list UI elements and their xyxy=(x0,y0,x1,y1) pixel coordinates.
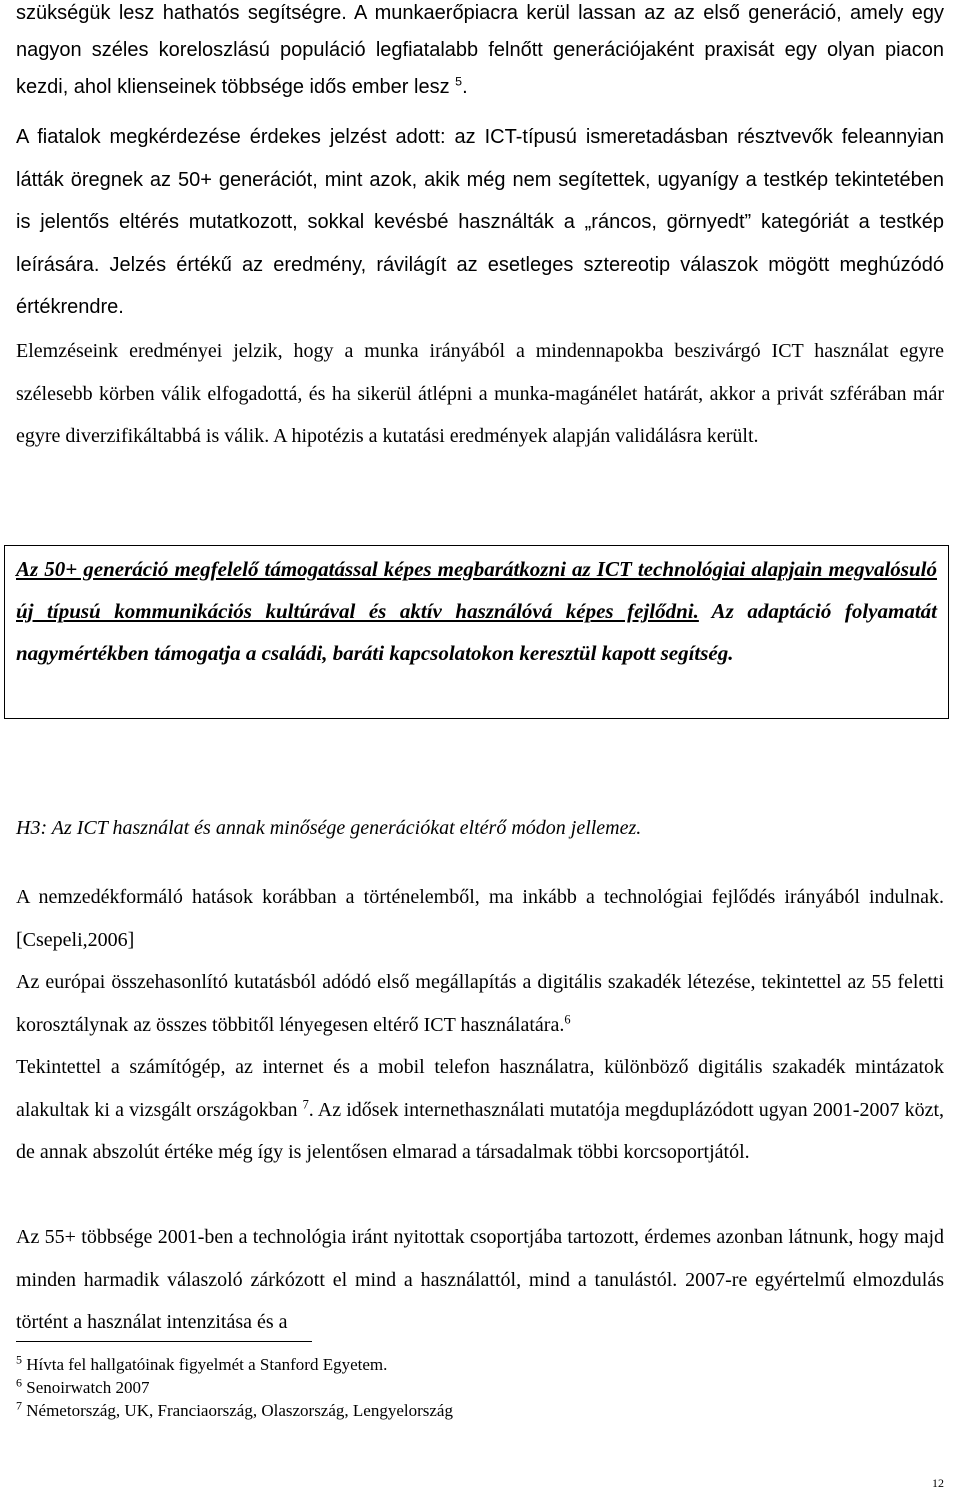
footnote-ref-5[interactable]: 5 xyxy=(455,74,463,89)
paragraph-55-plus: Az 55+ többsége 2001-ben a technológia iránt nyitottak csoportjába tartozott, érdemes azonban látnunk, hogy majd minden harmadik válaszoló zárkózott el mind a használattól, mind a tanulástól. 2007-re egyértelmű elmozdulás történt a használat intenzitása és a xyxy=(16,1226,944,1333)
paragraph-generations: A nemzedékformáló hatások korábban a történelemből, ma inkább a technológiai fejlődés irányából indulnak. [Csepeli,2006] xyxy=(16,886,944,951)
footnote-item xyxy=(16,1376,916,1399)
paragraph-digital-divide-text: Az európai összehasonlító kutatásból adódó első megállapítás a digitális szakadék létezése, tekintettel az 55 feletti korosztálynak az összes többitől lényegesen eltérő ICT használatára. xyxy=(16,971,944,1036)
footnote-text: Hívta fel hallgatóinak figyelmét a Stanford Egyetem. xyxy=(26,1355,388,1374)
paragraph-technology-text: Tekintettel a számítógép, az internet és a mobil telefon használatra, különböző digitális szakadék mintázatok alakultak ki a vizsgált országokban xyxy=(16,1056,944,1121)
footnote-ref-7[interactable]: 7 xyxy=(302,1096,309,1111)
page-number: 12 xyxy=(932,1476,944,1490)
footnote-divider xyxy=(16,1341,312,1342)
paragraph-analysis: Elemzéseink eredményei jelzik, hogy a munka irányából a mindennapokba beszivárgó ICT használat egyre szélesebb körben válik elfogadottá, és ha sikerül átlépni a munka-magánélet határát, akkor a privát szférában már egyre diverzifikáltabbá is válik. A hipotézis a kutatási eredmények alapján validálásra került. xyxy=(16,340,944,447)
footnote-item xyxy=(16,1399,916,1422)
footnote-number: 6 xyxy=(16,1375,22,1390)
hypothesis-box xyxy=(4,545,949,719)
footnote-number: 7 xyxy=(16,1398,22,1413)
hypothesis-text xyxy=(16,548,937,674)
paragraph-intro-end: . xyxy=(462,76,468,98)
footnote-number: 5 xyxy=(16,1352,22,1367)
hypothesis-underlined: Az 50+ generáció megfelelő támogatással képes megbarátkozni az ICT technológiai alapjain megvalósuló új típusú kommunikációs kultúrával és aktív használóvá képes fejlődni. xyxy=(16,557,937,623)
hypothesis-h3-heading: H3: Az ICT használat és annak minősége generációkat eltérő módon jellemez. xyxy=(16,817,642,839)
paragraph-digital-divide xyxy=(16,961,944,1046)
paragraph-intro-text: szükségük lesz hathatós segítségre. A munkaerőpiacra kerül lassan az az első generáció, amely egy nagyon széles koreloszlású populáció legfiatalabb felnőtt generációjaként praxisát egy olyan piacon kezdi, ahol klienseinek többsége idős ember lesz xyxy=(16,2,944,98)
hypothesis-rest: Az adaptáció folyamatát nagymértékben támogatja a családi, baráti kapcsolatokon keresztül kapott segítség. xyxy=(16,599,937,665)
paragraph-youth-survey: A fiatalok megkérdezése érdekes jelzést adott: az ICT-típusú ismeretadásban résztvevők feleannyian látták öregnek az 50+ generációt, mint azok, akik még nem segítettek, ugyanígy a testkép tekintetében is jelentős eltérés mutatkozott, sokkal kevésbé használták a „ráncos, görnyedt” kategóriát a testkép leírására. Jelzés értékű az eredmény, rávilágít az esetleges sztereotip válaszok mögött meghúzódó értékrendre. xyxy=(16,126,944,318)
footnote-item xyxy=(16,1353,916,1376)
paragraph-technology-patterns xyxy=(16,1046,944,1174)
footnote-text: Senoirwatch 2007 xyxy=(26,1378,150,1397)
footnote-ref-6[interactable]: 6 xyxy=(564,1011,571,1026)
paragraph-intro xyxy=(16,0,944,106)
footnotes xyxy=(16,1353,916,1422)
footnote-text: Németország, UK, Franciaország, Olaszország, Lengyelország xyxy=(26,1401,453,1420)
paragraph-technology-text-after: . Az idősek internethasználati mutatója megduplázódott ugyan 2001-2007 közt, de annak abszolút értéke még így is jelentősen elmarad a társadalmak többi korcsoportjától. xyxy=(16,1098,944,1163)
